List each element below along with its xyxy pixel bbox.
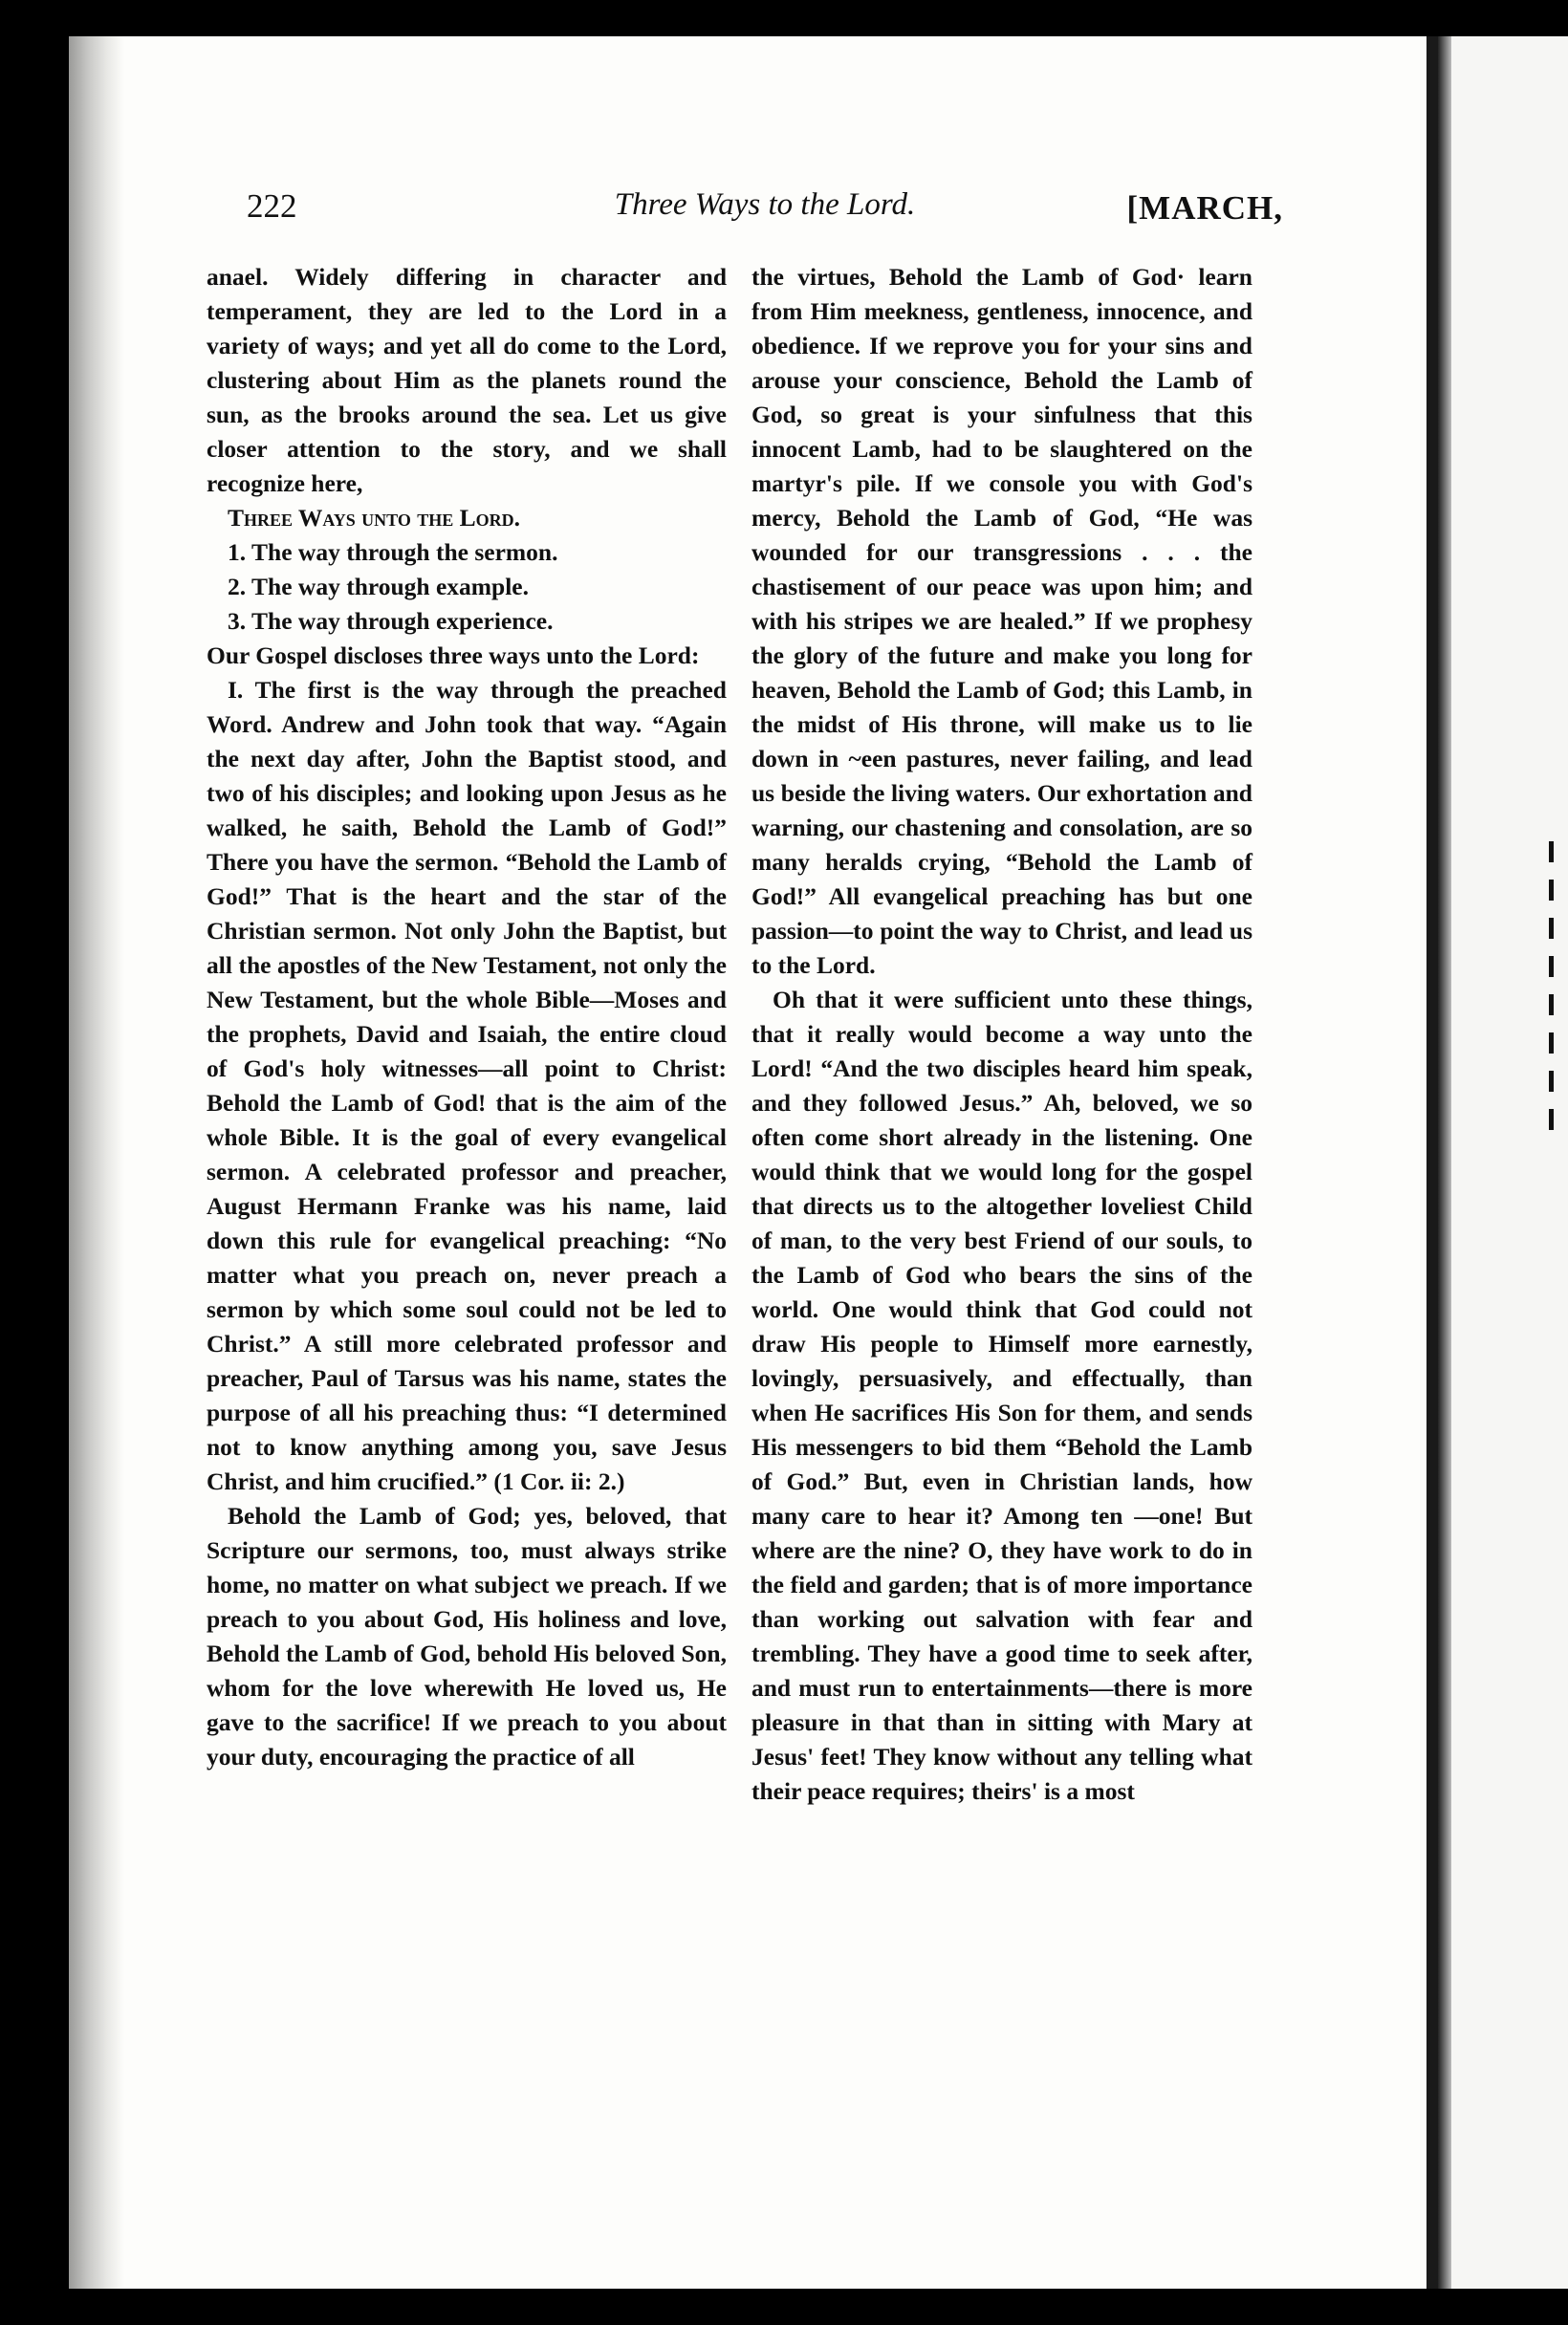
page-number: 222: [247, 187, 297, 225]
adjacent-page-edge: [1438, 36, 1568, 2289]
list-item: 2. The way through example.: [228, 573, 530, 600]
paragraph: I. The first is the way through the preached Word. Andrew and John took that way. “Again the next day after, John the Baptist stood, and two of his disciples; and looking upon Jesus as he walked, he saith, Behold the Lamb of God!” There you have the sermon. “Behold the Lamb of God!” That is the heart and the star of the Christian sermon. Not only John the Baptist, but all the apostles of the New Testament, not only the New Testament, but the whole Bible—Moses and the prophets, David and Isaiah, the entire cloud of God's holy witnesses—all point to Christ: Behold the Lamb of God! that is the aim of the whole Bible. It is the goal of every evangelical sermon. A celebrated professor and preacher, August Hermann Franke was his name, laid down this rule for evangelical preaching: “No matter what you preach on, never preach a sermon by which some soul could not be led to Christ.” A still more celebrated professor and preacher, Paul of Tarsus was his name, states the purpose of all his preaching thus: “I determined not to know anything among you, save Jesus Christ, and him crucified.” (1 Cor. ii: 2.): [207, 676, 727, 1495]
paragraph: Our Gospel discloses three ways unto the Lord:: [207, 641, 700, 669]
running-header: [247, 187, 1283, 249]
list-item: 3. The way through experience.: [228, 607, 554, 635]
running-title: Three Ways to the Lord.: [614, 187, 916, 222]
adjacent-page-text-fragments: [1549, 841, 1557, 1147]
paragraph: Behold the Lamb of God; yes, beloved, that Scripture our sermons, too, must always strike home, no matter on what subject we preach. If we preach to you about God, His holiness and love, Behold the Lamb of God, behold His beloved Son, whom for the love wherewith He loved us, He gave to the sacrifice! If we preach to you about your duty, encouraging the practice of all: [207, 1502, 727, 1771]
list-item: 1. The way through the sermon.: [228, 538, 558, 566]
section-heading: Three Ways unto the Lord.: [228, 504, 520, 532]
book-spine: [1426, 36, 1438, 2289]
paragraph: anael. Widely differing in character and temperament, they are led to the Lord in a variety of ways; and yet all do come to the Lord, clustering about Him as the planets round the sun, as the brooks around the sea. Let us give closer attention to the story, and we shall recognize here,: [207, 263, 727, 497]
running-month: [MARCH,: [1126, 189, 1283, 227]
right-text-column: [751, 260, 1252, 1809]
paragraph: Oh that it were sufficient unto these things, that it really would become a way unto the Lord! “And the two disciples heard him speak, and they followed Jesus.” Ah, beloved, we so often come short already in the listening. One would think that we would long for the gospel that directs us to the altogether loveliest Child of man, to the very best Friend of our souls, to the Lamb of God who bears the sins of the world. One would think that God could not draw His people to Himself more earnestly, lovingly, persuasively, and effectually, than when He sacrifices His Son for them, and sends His messengers to bid them “Behold the Lamb of God.” But, even in Christian lands, how many care to hear it? Among ten —one! But where are the nine? O, they have work to do in the field and garden; that is of more importance than working out salvation with fear and trembling. They have a good time to seek after, and must run to entertainments—there is more pleasure in that than in sitting with Mary at Jesus' feet! They know without any telling what their peace requires; theirs' is a most: [751, 986, 1252, 1805]
adjacent-page-shadow: [1438, 36, 1451, 2289]
paragraph: the virtues, Behold the Lamb of God· learn from Him meekness, gentleness, innocence, and obedience. If we reprove you for your sins and arouse your conscience, Behold the Lamb of God, so great is your sinfulness that this innocent Lamb, had to be slaughtered on the martyr's pile. If we console you with God's mercy, Behold the Lamb of God, “He was wounded for our transgressions . . . the chastisement of our peace was upon him; and with his stripes we are healed.” If we prophesy the glory of the future and make you long for heaven, Behold the Lamb of God; this Lamb, in the midst of His throne, will make us to lie down in ~een pastures, never failing, and lead us beside the living waters. Our exhortation and warning, our chastening and consolation, are so many heralds crying, “Behold the Lamb of God!” All evangelical preaching has but one passion—to point the way to Christ, and lead us to the Lord.: [751, 263, 1252, 979]
page-gutter-shadow: [69, 36, 124, 2289]
left-text-column: [207, 260, 727, 1774]
